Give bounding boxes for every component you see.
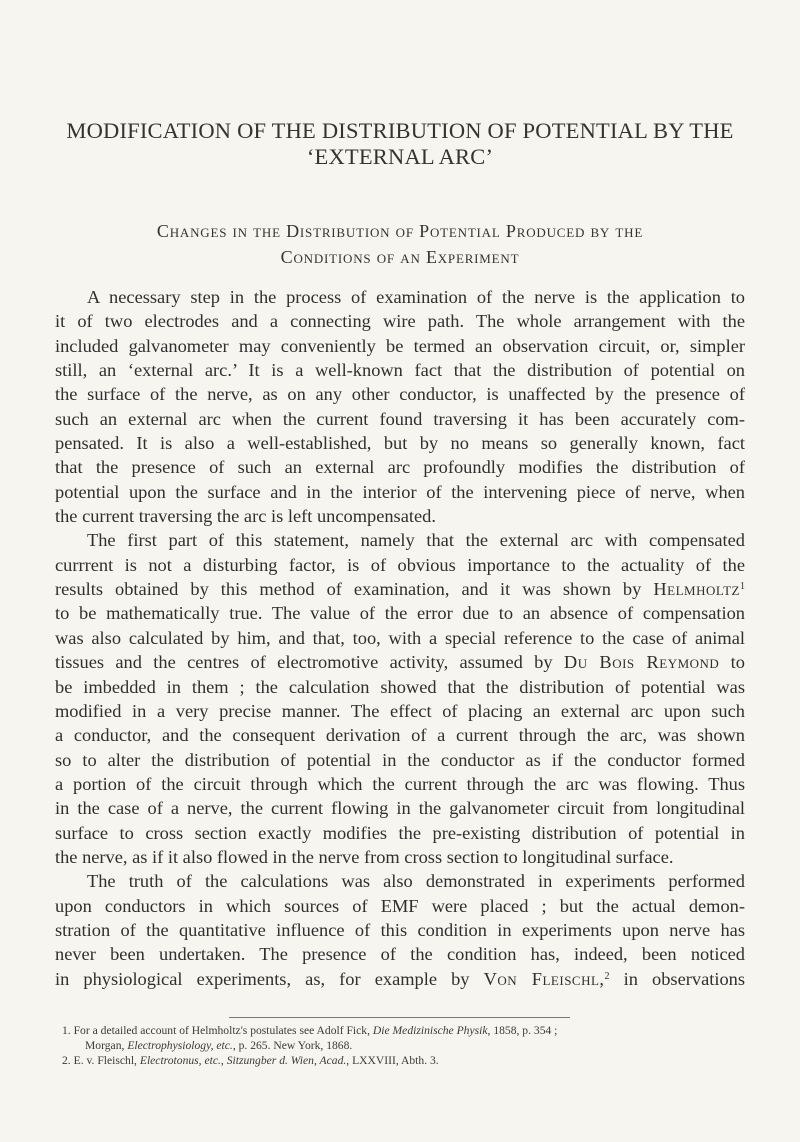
text-run: in observations (623, 968, 745, 989)
text-run: tissues and the centres of electromotive activity, assumed by (55, 652, 553, 673)
text-line (55, 967, 745, 991)
text-line: surface to cross section exactly modifies the pre-existing distribution of potential in (55, 822, 745, 843)
footnote-text: E. v. Fleischl, (73, 1054, 137, 1067)
text-line: A necessary step in the process of examination of the nerve is the application to (87, 287, 745, 307)
footnote-divider (229, 1017, 570, 1018)
text-line: stration of the quantitative influence of this condition in experiments upon nerve has (55, 919, 745, 940)
footnote-text: Morgan, (85, 1039, 125, 1052)
section-subtitle (40, 218, 760, 270)
page-title (40, 118, 760, 170)
text-line: The truth of the calculations was also demonstrated in experiments performed (87, 871, 745, 892)
footnote-ref: 1 (740, 581, 745, 593)
footnote-number: 1. (62, 1024, 71, 1037)
text-line: the surface of the nerve, as on any other conductor, is unaffected by the presence of (55, 384, 745, 405)
footnote-title: Sitzungber d. Wien, Acad. (226, 1054, 347, 1067)
text-run: to (730, 652, 745, 673)
text-line: was also calculated by him, and that, too, with a special reference to the case of animal (55, 627, 745, 648)
footnote-title: Electrotonus, etc. (139, 1054, 221, 1067)
footnote-number: 2. (62, 1054, 71, 1067)
subtitle-line-2: Conditions of an Experiment (280, 247, 520, 267)
title-line-1: MODIFICATION OF THE DISTRIBUTION OF POTENTIAL BY THE (66, 118, 734, 143)
footnote-text: For a detailed account of Helmholtz's postulates see Adolf Fick, (73, 1024, 370, 1037)
text-line: upon conductors in which sources of EMF were placed ; but the actual demon- (55, 895, 745, 916)
text-line (55, 650, 745, 674)
text-line: The first part of this statement, namely that the external arc with compensated (87, 530, 745, 551)
footnote-title: Electrophysiology, etc. (127, 1039, 233, 1052)
footnote-text: , p. 265. New York, 1868. (232, 1039, 353, 1052)
text-line: pensated. It is also a well-established, but by no means so generally known, fact (55, 433, 745, 454)
text-line: be imbedded in them ; the calculation showed that the distribution of potential was (55, 676, 745, 697)
text-line: a conductor, and the consequent derivation of a current through the arc, was shown (55, 725, 745, 746)
text-line: modified in a very precise manner. The effect of placing an external arc upon such (55, 700, 745, 721)
footnote-ref: 2 (604, 970, 610, 982)
footnote-title: Die Medizinische Physik (372, 1024, 488, 1037)
text-line: still, an ‘external arc.’ It is a well-known fact that the distribution of potential on (55, 360, 745, 381)
text-line: a portion of the circuit through which the current through the arc was flowing. Thus (55, 773, 745, 794)
text-line: to be mathematically true. The value of the error due to an absence of compensation (55, 603, 745, 624)
text-line: such an external arc when the current found traversing it has been accurately com- (55, 408, 745, 429)
footnote-text: , LXXVIII, Abth. 3. (346, 1054, 439, 1067)
text-line: never been undertaken. The presence of the condition has, indeed, been noticed (55, 944, 745, 965)
body-text (55, 285, 745, 991)
footnote-text: , 1858, p. 354 ; (487, 1024, 558, 1037)
text-line: that the presence of such an external arc profoundly modifies the distribution of (55, 457, 745, 478)
text-line: so to alter the distribution of potential in the conductor as if the conductor formed (55, 749, 745, 770)
title-line-2: ‘EXTERNAL ARC’ (306, 144, 494, 169)
footnote-1-continuation (62, 1038, 742, 1053)
footnotes (62, 1023, 742, 1068)
text-line (55, 577, 745, 601)
text-line: the nerve, as if it also flowed in the nerve from cross section to longitudinal surface. (55, 846, 674, 867)
footnote-2 (62, 1053, 742, 1068)
text-run: results obtained by this method of examination, and it was shown by (55, 579, 642, 600)
text-line: the current traversing the arc is left uncompensated. (55, 506, 436, 527)
text-line: it of two electrodes and a connecting wire path. The whole arrangement with the (55, 311, 745, 332)
author-name: Du Bois Reymond (563, 652, 720, 673)
author-name: Helmholtz (653, 579, 740, 600)
text-line: in the case of a nerve, the current flowing in the galvanometer circuit from longitudinal (55, 798, 745, 819)
author-name: Von Fleischl, (483, 968, 605, 989)
text-line: potential upon the surface and in the interior of the intervening piece of nerve, when (55, 481, 745, 502)
text-line: currrent is not a disturbing factor, is of obvious importance to the actuality of the (55, 554, 745, 575)
text-run: in physiological experiments, as, for example by (55, 968, 470, 989)
subtitle-line-1: Changes in the Distribution of Potential Produced by the (156, 221, 644, 241)
text-line: included galvanometer may conveniently be termed an observation circuit, or, simpler (55, 335, 745, 356)
footnote-1 (62, 1023, 742, 1038)
footnote-text: , (220, 1054, 224, 1067)
